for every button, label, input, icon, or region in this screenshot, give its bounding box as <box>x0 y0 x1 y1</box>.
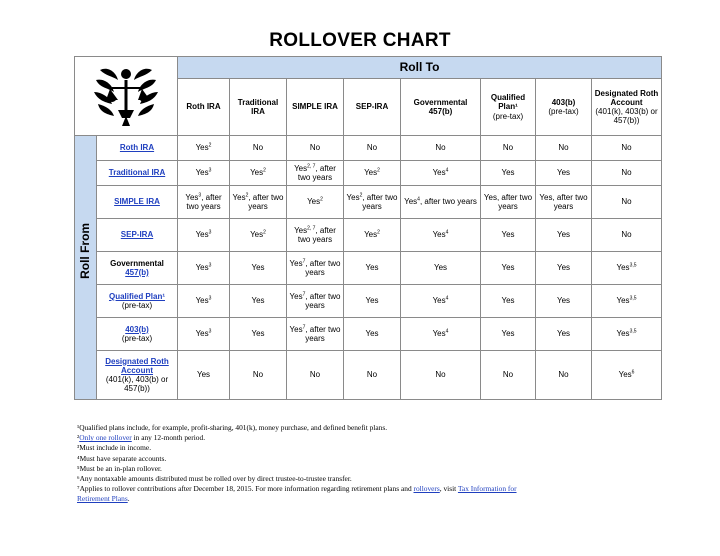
row-header-link[interactable]: SIMPLE IRA <box>114 197 160 207</box>
table-cell <box>287 219 344 252</box>
table-cell <box>230 351 287 400</box>
table-cell <box>230 252 287 285</box>
table-cell <box>536 252 592 285</box>
row-header <box>97 136 178 161</box>
cell-footnote-ref: 3,5 <box>629 328 637 335</box>
table-cell <box>481 318 536 351</box>
cell-value: Yes, after two years <box>483 192 533 211</box>
column-header-label: Traditional IRA <box>237 97 279 116</box>
row-header-link[interactable]: SEP-IRA <box>120 230 154 240</box>
table-cell <box>481 161 536 186</box>
cell-value: Yes <box>404 197 418 207</box>
cell-value: No <box>502 370 514 380</box>
table-cell <box>230 186 287 219</box>
cell-value: No <box>621 143 632 153</box>
cell-footnote-ref: 2 <box>320 196 323 203</box>
cell-value: Yes <box>556 263 571 273</box>
table-cell <box>401 161 481 186</box>
cell-value: Yes <box>251 263 265 273</box>
cell-value: No <box>621 230 632 240</box>
cell-value: Yes <box>365 296 379 306</box>
row-header-link[interactable]: 403(b) <box>125 324 149 334</box>
table-cell <box>178 252 230 285</box>
table-cell <box>592 351 662 400</box>
cell-value: Yes <box>195 143 209 153</box>
column-header <box>178 79 230 136</box>
table-cell <box>536 161 592 186</box>
footnote-5: ⁵Must be an in-plan rollover. <box>77 463 162 473</box>
cell-value: No <box>502 143 514 153</box>
table-cell <box>481 136 536 161</box>
roll-to-header: Roll To <box>178 57 662 79</box>
cell-value: Yes <box>556 296 571 306</box>
irs-logo-cell <box>75 57 178 136</box>
table-cell <box>481 285 536 318</box>
row-header-label: Governmental <box>110 258 164 268</box>
cell-value: Yes <box>250 230 264 240</box>
cell-value: Yes <box>616 263 630 273</box>
cell-value-tail: , after two years <box>305 291 341 310</box>
table-cell <box>178 318 230 351</box>
table-cell <box>401 285 481 318</box>
table-cell <box>536 136 592 161</box>
cell-value: No <box>252 143 264 153</box>
table-cell <box>592 318 662 351</box>
cell-footnote-ref: 3 <box>208 229 212 236</box>
table-row <box>75 219 662 252</box>
cell-footnote-ref: 4 <box>417 196 420 203</box>
table-cell <box>178 186 230 219</box>
table-cell <box>178 351 230 400</box>
cell-footnote-ref: 2 <box>377 229 380 236</box>
cell-value: Yes <box>616 296 630 306</box>
column-header-sub: (pre-tax) <box>492 111 524 121</box>
table-cell <box>592 161 662 186</box>
table-cell <box>230 219 287 252</box>
cell-value: No <box>558 143 569 153</box>
cell-value: No <box>309 370 321 380</box>
cell-value: Yes <box>365 329 379 339</box>
row-header <box>97 161 178 186</box>
cell-value: Yes <box>365 263 379 273</box>
table-cell <box>344 252 401 285</box>
roll-from-header <box>75 136 97 400</box>
cell-footnote-ref: 2 <box>263 167 266 174</box>
row-header <box>97 252 178 285</box>
footnotes <box>77 423 677 505</box>
cell-value: Yes <box>346 192 360 202</box>
row-header <box>97 186 178 219</box>
table-cell <box>344 186 401 219</box>
cell-value: Yes <box>289 258 303 268</box>
column-header-label: 403(b) <box>551 97 576 107</box>
only-one-rollover-link[interactable]: Only one rollover <box>79 433 132 443</box>
cell-value-tail: , after two years <box>362 192 398 211</box>
column-header-sub: (pre-tax) <box>548 107 579 116</box>
row-header-sub: (pre-tax) <box>121 334 153 343</box>
table-row <box>75 136 662 161</box>
cell-value: Yes <box>195 168 209 178</box>
table-cell <box>178 285 230 318</box>
table-cell <box>230 136 287 161</box>
table-cell <box>536 351 592 400</box>
table-cell <box>178 219 230 252</box>
table-cell <box>401 219 481 252</box>
table-cell <box>344 351 401 400</box>
footnote-7-end: . <box>127 494 130 504</box>
cell-value: Yes <box>501 263 515 273</box>
cell-footnote-ref: 2 <box>359 192 363 199</box>
cell-value-tail: , after two years <box>305 258 341 277</box>
table-cell <box>287 186 344 219</box>
cell-value: Yes <box>185 192 199 202</box>
cell-value: Yes <box>432 168 446 178</box>
table-cell <box>536 219 592 252</box>
retirement-plans-link[interactable]: Retirement Plans <box>77 494 128 504</box>
cell-value: No <box>558 370 569 380</box>
cell-value: Yes <box>307 197 321 207</box>
table-cell <box>230 318 287 351</box>
table-cell <box>536 285 592 318</box>
column-header-label: Governmental 457(b) <box>413 97 468 116</box>
cell-footnote-ref: 3 <box>208 167 212 174</box>
column-header <box>287 79 344 136</box>
table-cell <box>344 136 401 161</box>
cell-value: Yes <box>364 230 378 240</box>
table-cell <box>230 285 287 318</box>
cell-value: Yes <box>432 296 446 306</box>
table-row <box>75 252 662 285</box>
cell-value: Yes <box>251 296 265 306</box>
cell-footnote-ref: 3 <box>208 328 212 335</box>
table-cell <box>287 136 344 161</box>
table-cell <box>592 252 662 285</box>
table-cell <box>592 285 662 318</box>
row-header-link[interactable]: Traditional IRA <box>108 168 166 178</box>
cell-footnote-ref: 6 <box>631 369 635 376</box>
cell-value: Yes <box>196 370 211 380</box>
row-header <box>97 285 178 318</box>
cell-value: Yes <box>432 329 446 339</box>
cell-value: Yes <box>289 291 303 301</box>
cell-value: No <box>621 197 632 207</box>
column-header-label: SEP-IRA <box>355 102 389 112</box>
cell-value: Yes <box>556 329 571 339</box>
cell-footnote-ref: 2 <box>208 142 212 149</box>
cell-value-tail: , after two years <box>305 324 341 343</box>
rollover-table <box>74 56 662 400</box>
table-cell <box>287 351 344 400</box>
column-header <box>481 79 536 136</box>
cell-footnote-ref: 2 <box>377 167 380 174</box>
table-cell <box>592 219 662 252</box>
column-header-label: Qualified Plan¹ <box>490 93 526 112</box>
column-header <box>592 79 662 136</box>
cell-value: Yes <box>251 329 265 339</box>
cell-footnote-ref: 4 <box>445 328 449 335</box>
cell-value: Yes <box>195 329 209 339</box>
cell-footnote-ref: 2 <box>245 192 249 199</box>
table-cell <box>481 351 536 400</box>
table-cell <box>536 318 592 351</box>
table-row <box>75 318 662 351</box>
footnote-4: ⁴Must have separate accounts. <box>77 453 167 463</box>
cell-value: Yes <box>433 263 448 273</box>
table-cell <box>287 285 344 318</box>
table-row <box>75 285 662 318</box>
table-cell <box>344 285 401 318</box>
cell-footnote-ref: 4 <box>445 167 449 174</box>
cell-value: Yes <box>364 168 378 178</box>
page-title: ROLLOVER CHART <box>269 30 451 51</box>
table-cell <box>401 252 481 285</box>
cell-value: Yes, after two years <box>539 192 588 211</box>
column-header <box>344 79 401 136</box>
footnote-2 <box>77 433 677 443</box>
cell-value: Yes <box>616 329 630 339</box>
cell-value: No <box>366 143 378 153</box>
cell-value: Yes <box>232 192 246 202</box>
table-cell <box>592 186 662 219</box>
row-header <box>97 318 178 351</box>
cell-value: Yes <box>556 168 571 178</box>
cell-value: Yes <box>289 324 303 334</box>
irs-eagle-logo-icon <box>86 60 166 130</box>
cell-footnote-ref: 7 <box>302 291 306 298</box>
column-header <box>536 79 592 136</box>
table-cell <box>536 186 592 219</box>
column-header-label: Roth IRA <box>186 102 221 112</box>
cell-footnote-ref: 3 <box>208 262 212 269</box>
rollovers-link[interactable]: rollovers <box>413 484 440 494</box>
footnote-3: ³Must include in income. <box>77 443 152 453</box>
row-header-link[interactable]: Roth IRA <box>119 143 155 153</box>
cell-footnote-ref: 4 <box>445 295 449 302</box>
table-row <box>75 351 662 400</box>
table-cell <box>344 161 401 186</box>
cell-value: Yes <box>432 230 446 240</box>
row-header <box>97 219 178 252</box>
cell-value: Yes <box>556 230 571 240</box>
cell-footnote-ref: 2, 7 <box>307 225 316 232</box>
cell-value: No <box>435 370 446 380</box>
cell-value-tail: , after two years <box>248 192 284 211</box>
footnote-2-text: in any 12-month period. <box>131 433 206 443</box>
cell-value: Yes <box>250 168 264 178</box>
row-header-link[interactable]: Designated Roth Account <box>105 356 169 375</box>
cell-value: No <box>621 168 632 178</box>
table-cell <box>287 252 344 285</box>
cell-footnote-ref: 2 <box>263 229 266 236</box>
table-cell <box>401 351 481 400</box>
cell-value: Yes <box>195 230 209 240</box>
cell-value: No <box>252 370 264 380</box>
footnote-2-marker: ² <box>77 433 80 443</box>
footnote-7 <box>77 484 677 494</box>
cell-footnote-ref: 3 <box>208 295 212 302</box>
cell-footnote-ref: 2, 7 <box>307 163 316 170</box>
footnote-6: ⁶Any nontaxable amounts distributed must be rolled over by direct trustee-to-trustee transfer. <box>77 474 352 484</box>
cell-value: Yes <box>501 168 515 178</box>
table-cell <box>344 219 401 252</box>
table-cell <box>230 161 287 186</box>
cell-value: Yes <box>501 230 515 240</box>
cell-value: No <box>309 143 321 153</box>
row-header-sub: (401(k), 403(b) or 457(b)) <box>105 375 169 394</box>
cell-value: Yes <box>195 296 209 306</box>
row-header-link[interactable]: 457(b) <box>125 268 149 277</box>
cell-value: No <box>435 143 446 153</box>
column-header <box>401 79 481 136</box>
footnote-7-cont <box>77 494 677 504</box>
table-cell <box>401 318 481 351</box>
cell-value-tail: , after two years <box>297 163 336 182</box>
cell-footnote-ref: 3 <box>198 192 202 199</box>
cell-value-tail: , after two years <box>419 197 477 207</box>
table-cell <box>287 161 344 186</box>
table-cell <box>481 186 536 219</box>
table-cell <box>592 136 662 161</box>
table-cell <box>481 252 536 285</box>
cell-value: Yes <box>294 163 308 173</box>
cell-footnote-ref: 7 <box>302 324 306 331</box>
footnote-7-text: ⁷Applies to rollover contributions after December 18, 2015. For more information regarding retirement plans and <box>77 484 414 494</box>
cell-value: Yes <box>618 370 632 380</box>
tax-information-link[interactable]: Tax Information for <box>457 484 517 494</box>
column-header <box>230 79 287 136</box>
cell-value: Yes <box>294 225 308 235</box>
cell-value-tail: , after two years <box>186 192 222 211</box>
footnote-1: ¹Qualified plans include, for example, profit-sharing, 401(k), money purchase, and defined benefit plans. <box>77 423 388 432</box>
cell-value: Yes <box>195 263 209 273</box>
table-cell <box>178 161 230 186</box>
cell-footnote-ref: 3,5 <box>629 295 637 302</box>
table-cell <box>401 136 481 161</box>
row-header-link[interactable]: Qualified Plan¹ <box>108 291 165 301</box>
table-row <box>75 186 662 219</box>
column-header-label: SIMPLE IRA <box>292 102 338 112</box>
table-cell <box>178 136 230 161</box>
cell-footnote-ref: 4 <box>445 229 449 236</box>
cell-value: No <box>366 370 378 380</box>
column-header-label: Designated Roth Account <box>594 88 659 107</box>
table-cell <box>287 318 344 351</box>
table-cell <box>344 318 401 351</box>
cell-footnote-ref: 3,5 <box>629 262 637 269</box>
cell-footnote-ref: 7 <box>302 258 306 265</box>
cell-value: Yes <box>501 296 515 306</box>
row-header-sub: (pre-tax) <box>121 301 153 310</box>
cell-value-tail: , after two years <box>297 225 336 244</box>
roll-from-label: Roll From <box>78 222 93 279</box>
cell-value: Yes <box>501 329 515 339</box>
table-row <box>75 161 662 186</box>
table-cell <box>481 219 536 252</box>
row-header <box>97 351 178 400</box>
column-header-sub: (401(k), 403(b) or 457(b)) <box>595 107 658 126</box>
footnote-7-visit: , visit <box>439 484 458 494</box>
table-cell <box>401 186 481 219</box>
